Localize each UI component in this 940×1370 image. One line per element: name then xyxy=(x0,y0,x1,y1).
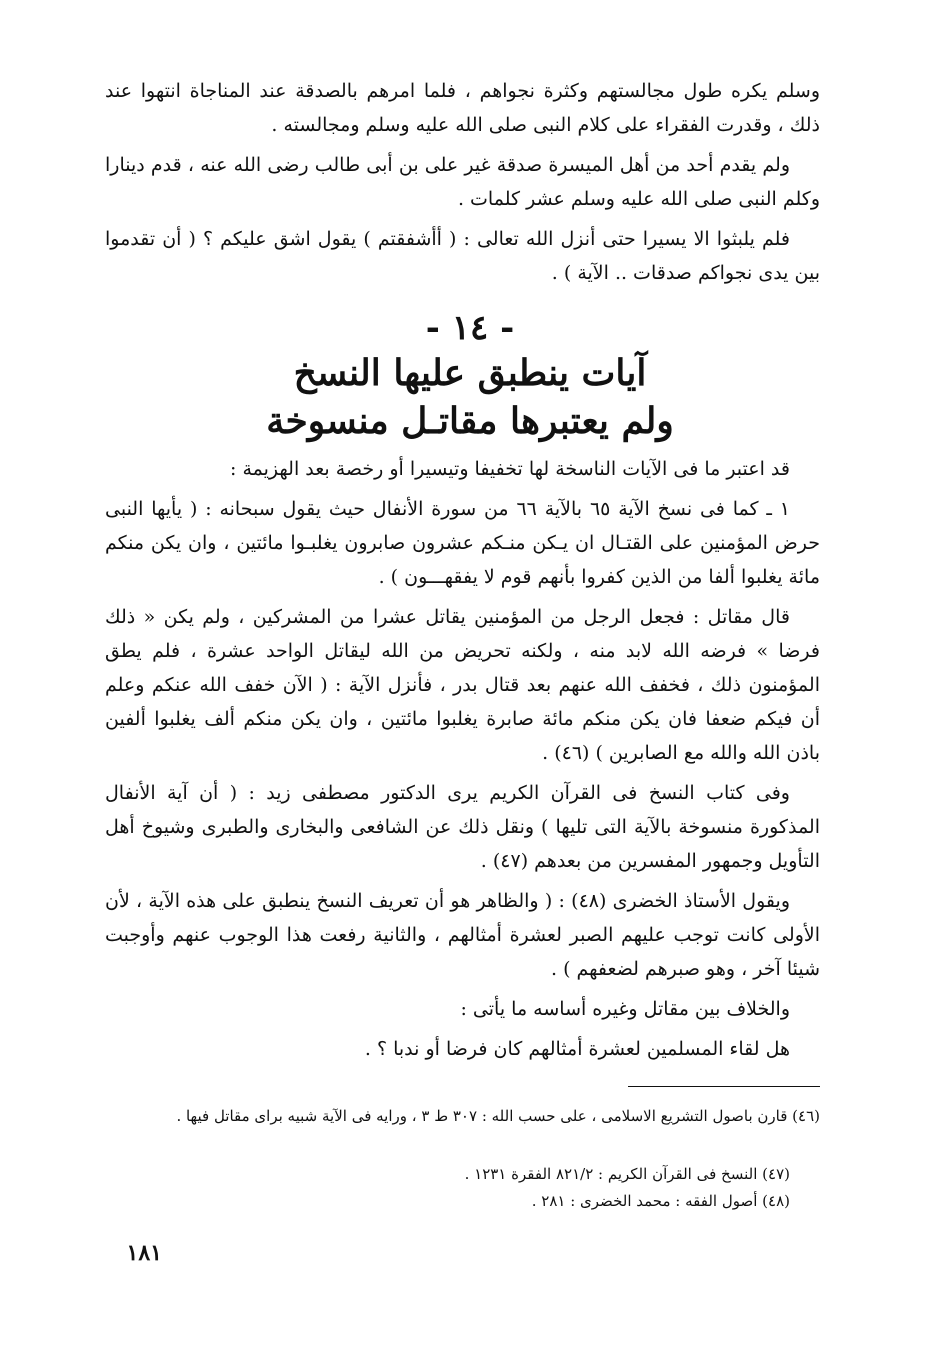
paragraph: ولم يقدم أحد من أهل الميسرة صدقة غير على بن أبى طالب رضى الله عنه ، قدم دينارا وكلم النبى صلى الله عليه وسلم عشر كلمات . xyxy=(105,154,820,210)
section-number: - ١٤ - xyxy=(425,308,515,348)
main-text-block xyxy=(105,452,820,1066)
section-title-line-1: آيات ينطبق عليها النسخ xyxy=(293,352,647,394)
footnote: (٤٨) أصول الفقه : محمد الخضرى : ٢٨١ . xyxy=(531,1192,790,1210)
section-title-line-2: ولم يعتبرها مقاتـل منسوخة xyxy=(266,400,674,442)
paragraph: وسلم يكره طول مجالستهم وكثرة نجواهم ، فلما امرهم بالصدقة عند المناجاة انتهوا عند ذلك ، وقدرت الفقراء على كلام النبى صلى الله عليه وسلم ومجالسته . xyxy=(105,80,820,136)
footnote-divider xyxy=(628,1086,820,1087)
top-text-block xyxy=(105,74,820,290)
footnote: (٤٧) النسخ فى القرآن الكريم : ٨٢١/٢ الفقرة ١٢٣١ . xyxy=(464,1165,790,1183)
paragraph: ١ ـ كما فى نسخ الآية ٦٥ بالآية ٦٦ من سورة الأنفال حيث يقول سبحانه : ( يأيها النبى حرض المؤمنين على القتـال ان يـكن منـكم عشرون صابرون يغلبـوا مائتين ، وان يكن منكم مائة يغلبوا ألفا من الذين كفروا بأنهم قوم لا يفقهـــون ) . xyxy=(105,498,820,588)
paragraph: والخلاف بين مقاتل وغيره أساسه ما يأتى : xyxy=(460,998,790,1020)
footnote: (٤٦) قارن باصول التشريع الاسلامى ، على حسب الله : ٣٠٧ ط ٣ ، ورايه فى الآية شبيه براى مقاتل فيها . xyxy=(176,1107,820,1125)
paragraph: وفى كتاب النسخ فى القرآن الكريم يرى الدكتور مصطفى زيد : ( أن آية الأنفال المذكورة منسوخة بالآية التى تليها ) ونقل ذلك عن الشافعى والبخارى والطبرى وشيوخ أهل التأويل وجمهور المفسرين من بعدهم (٤٧) . xyxy=(105,782,820,872)
page-number: ١٨١ xyxy=(126,1240,162,1266)
paragraph: ويقول الأستاذ الخضرى (٤٨) : ( والظاهر هو أن تعريف النسخ ينطبق على هذه الآية ، لأن الأولى كانت توجب عليهم الصبر لعشرة أمثالهم ، والثانية رفعت هذا الوجوب عنهم وأوجبت شيئا آخر ، وهو صبرهم لضعفهم ) . xyxy=(105,890,820,980)
paragraph: قد اعتبر ما فى الآيات الناسخة لها تخفيفا وتيسيرا أو رخصة بعد الهزيمة : xyxy=(230,458,790,480)
paragraph: فلم يلبثوا الا يسيرا حتى أنزل الله تعالى : ( أأشفقتم ) يقول اشق عليكم ؟ ( أن تقدموا بين يدى نجواكم صدقات .. الآية ) . xyxy=(105,228,820,284)
paragraph: قال مقاتل : فجعل الرجل من المؤمنين يقاتل عشرا من المشركين ، ولم يكن « ذلك فرضا » فرضه الله لابد منه ، ولكنه تحريض من الله ليقاتل الواحد عشرة ، فلم يطق المؤمنون ذلك ، فخفف الله عنهم بعد قتال بدر ، فأنزل الآية : ( الآن خفف الله عنكم وعلم أن فيكم ضعفا فان يكن منكم مائة صابرة يغلبوا مائتين ، وان يكن منكم ألف يغلبوا ألفين باذن الله والله مع الصابرين ) (٤٦) . xyxy=(105,606,820,764)
paragraph: هل لقاء المسلمين لعشرة أمثالهم كان فرضا أو ندبا ؟ . xyxy=(364,1038,790,1060)
